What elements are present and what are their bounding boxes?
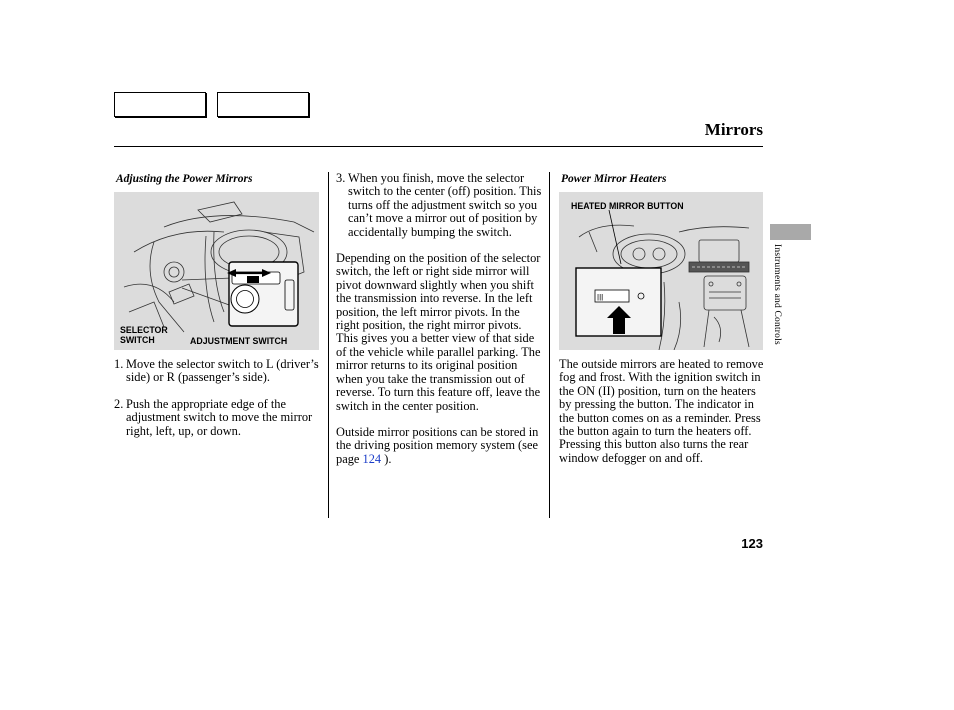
memory-paragraph: Outside mirror positions can be stored in the driving position memory system (see page 124 ). (336, 424, 539, 466)
reverse-tilt-paragraph: Depending on the position of the selector switch, the left or right side mirror will pivot downward slightly when you shift the transmission into reverse. In the left position, the left mirror pivots. In the right position, the right mirror pivots. This gives you a better view of that side of the vehicle while parallel parking. The mirror returns to its original position when you take the transmission out of reverse. To turn this feature off, leave the switch in the center position. (336, 251, 541, 413)
heated-mirror-button-label: HEATED MIRROR BUTTON (571, 201, 684, 211)
title-rule (114, 146, 763, 147)
page-reference-link[interactable]: 124 (362, 451, 382, 466)
dashboard-center-drawing (559, 192, 763, 350)
middle-column (336, 172, 542, 466)
page-title: Mirrors (704, 120, 763, 139)
section-tab-marker (770, 224, 811, 240)
nav-button-1[interactable] (114, 92, 206, 117)
column-divider-1 (328, 172, 329, 518)
step-1: 1. Move the selector switch to L (driver’s side) or R (passenger’s side). (114, 357, 319, 385)
adjustment-switch-label: ADJUSTMENT SWITCH (190, 336, 288, 346)
step-2: 2. Push the appropriate edge of the adjustment switch to move the mirror right, left, up, or down. (114, 396, 313, 438)
section-heading-adjusting: Adjusting the Power Mirrors (116, 173, 253, 185)
svg-text:ǀǀǀ: ǀǀǀ (597, 293, 604, 301)
heaters-paragraph: The outside mirrors are heated to remove fog and frost. With the ignition switch in the ON (II) position, turn on the heaters by pressing the button. The indicator in the button comes on as a reminder. Press the button again to turn the heaters off. Pressing this button also turns the rear window defogger on and off. (559, 357, 764, 465)
left-column (114, 172, 324, 438)
step-3: 3. When you finish, move the selector switch to the center (off) position. This turns off the adjustment switch so you can’t move a mirror out of position by accidentally bumping the switch. (336, 171, 542, 239)
page-number: 123 (741, 536, 763, 551)
power-mirror-switch-illustration (114, 192, 319, 350)
section-side-label: Instruments and Controls (772, 244, 782, 345)
heated-mirror-illustration (559, 192, 763, 350)
selector-switch-label: SELECTOR SWITCH (120, 325, 168, 345)
right-column (559, 172, 764, 465)
section-heading-heaters: Power Mirror Heaters (561, 173, 667, 185)
column-divider-2 (549, 172, 550, 518)
nav-button-2[interactable] (217, 92, 309, 117)
